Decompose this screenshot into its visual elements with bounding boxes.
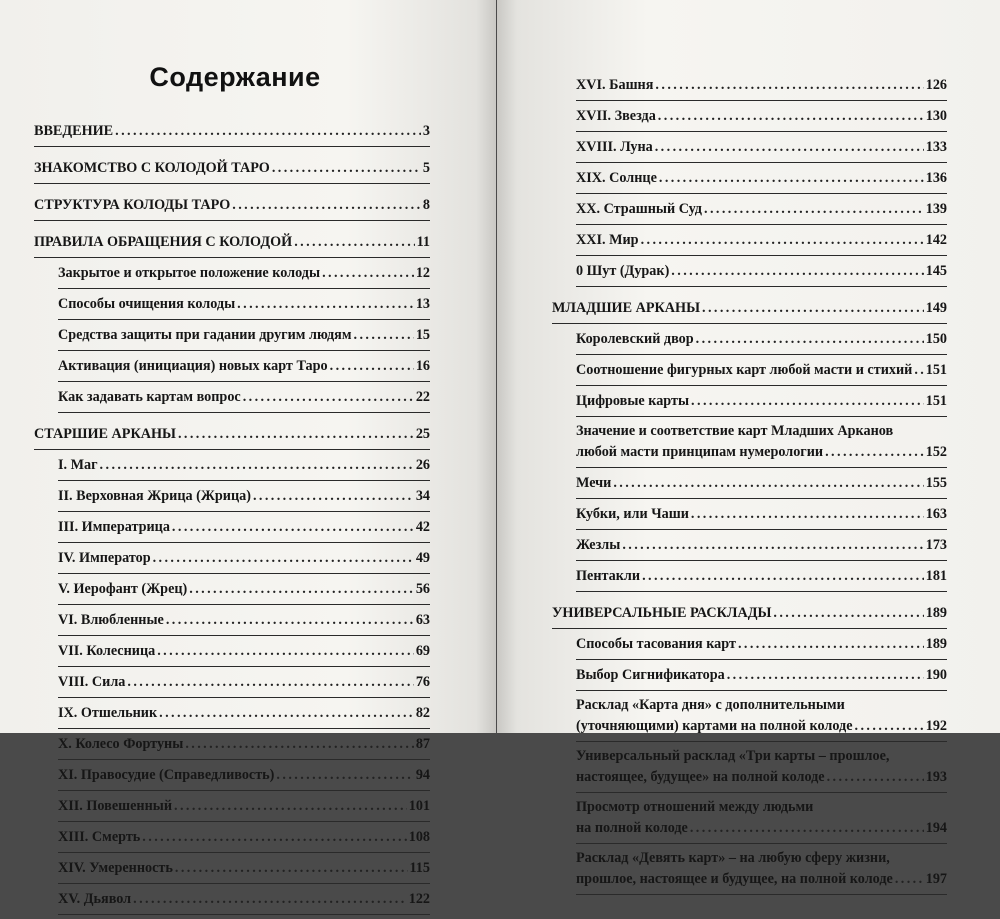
toc-leader-dots — [655, 74, 923, 96]
toc-page-number: 69 — [415, 643, 430, 659]
toc-page-number: 189 — [925, 636, 947, 652]
toc-leader-dots — [115, 120, 421, 142]
toc-entry-label: Средства защиты при гадании другим людям — [58, 327, 352, 343]
toc-leader-dots — [175, 857, 408, 879]
toc-leader-dots — [232, 194, 421, 216]
toc-page-number: 42 — [415, 519, 430, 535]
toc-entry-label: Мечи — [576, 475, 612, 491]
toc-leader-dots — [855, 716, 924, 737]
toc-page-number: 15 — [415, 327, 430, 343]
toc-divider — [58, 412, 430, 413]
toc-entry-label: Активация (инициация) новых карт Таро — [58, 358, 328, 374]
toc-entry[interactable] — [552, 328, 947, 350]
toc-entry-label: XIV. Умеренность — [58, 860, 173, 876]
toc-entry-label: Значение и соответствие карт Младших Арканов — [576, 423, 894, 439]
toc-entry[interactable] — [552, 421, 947, 463]
toc-entry-label: ПРАВИЛА ОБРАЩЕНИЯ С КОЛОДОЙ — [34, 234, 293, 250]
toc-leader-dots — [704, 198, 924, 220]
toc-page-number: 49 — [415, 550, 430, 566]
toc-entry-label: настоящее, будущее» на полной колоде — [576, 769, 825, 785]
toc-page-number: 115 — [409, 860, 430, 876]
toc-entry-label: Цифровые карты — [576, 393, 690, 409]
toc-entry-label: Способы тасования карт — [576, 636, 736, 652]
toc-divider — [34, 220, 430, 221]
toc-leader-dots — [133, 888, 407, 910]
toc-page-number: 150 — [925, 331, 947, 347]
toc-leader-dots — [622, 534, 923, 556]
toc-leader-dots — [178, 423, 414, 445]
toc-entry[interactable] — [34, 826, 430, 848]
toc-entry[interactable] — [552, 74, 947, 96]
left-page — [0, 0, 496, 907]
page-title: Содержание — [149, 62, 321, 92]
toc-entry[interactable] — [552, 359, 947, 381]
toc-entry-label: VIII. Сила — [58, 674, 126, 690]
toc-entry-label: Кубки, или Чаши — [576, 506, 689, 522]
toc-page-number: 108 — [408, 829, 430, 845]
toc-entry[interactable] — [34, 547, 430, 569]
toc-divider — [576, 560, 947, 561]
toc-entry-label: VI. Влюбленные — [58, 612, 164, 628]
toc-divider — [34, 183, 430, 184]
toc-leader-dots — [655, 136, 924, 158]
toc-divider — [34, 146, 430, 147]
toc-divider — [576, 498, 947, 499]
toc-page-number: 13 — [415, 296, 430, 312]
toc-page-number: 194 — [925, 820, 947, 836]
toc-divider — [58, 697, 430, 698]
toc-page-number: 82 — [415, 705, 430, 721]
toc-leader-dots — [696, 328, 924, 350]
toc-leader-dots — [659, 167, 924, 189]
toc-entry[interactable] — [34, 671, 430, 693]
toc-entry[interactable] — [34, 702, 430, 724]
toc-entry[interactable] — [552, 260, 947, 282]
toc-divider — [576, 224, 947, 225]
toc-entry[interactable] — [34, 516, 430, 538]
toc-entry-label: ЗНАКОМСТВО С КОЛОДОЙ ТАРО — [34, 160, 270, 176]
toc-entry[interactable] — [552, 797, 947, 839]
toc-leader-dots — [172, 516, 414, 538]
toc-leader-dots — [738, 633, 924, 655]
toc-leader-dots — [166, 609, 414, 631]
toc-page-number: 136 — [925, 170, 947, 186]
toc-divider — [58, 319, 430, 320]
toc-page-number: 152 — [925, 444, 947, 460]
toc-entry[interactable] — [552, 695, 947, 737]
toc-page-number: 192 — [925, 718, 947, 734]
toc-page-number: 26 — [415, 457, 430, 473]
toc-leader-dots — [613, 472, 923, 494]
toc-divider — [552, 323, 947, 324]
toc-leader-dots — [702, 297, 924, 319]
toc-divider — [576, 385, 947, 386]
toc-entry-label: Выбор Сигнификатора — [576, 667, 725, 683]
toc-entry[interactable] — [552, 229, 947, 251]
toc-entry-label: XV. Дьявол — [58, 891, 132, 907]
toc-entry-label: Расклад «Девять карт» – на любую сферу жизни, — [576, 850, 890, 866]
toc-entry[interactable] — [552, 105, 947, 127]
toc-entry[interactable] — [552, 472, 947, 494]
toc-divider — [58, 288, 430, 289]
toc-entry[interactable] — [34, 733, 430, 755]
toc-entry-label: Способы очищения колоды — [58, 296, 236, 312]
toc-page-number: 181 — [925, 568, 947, 584]
toc-entry-label: X. Колесо Фортуны — [58, 736, 184, 752]
toc-divider — [576, 591, 947, 592]
toc-entry-label: I. Маг — [58, 457, 98, 473]
toc-divider — [58, 604, 430, 605]
toc-entry[interactable] — [552, 534, 947, 556]
toc-entry-label: XXI. Мир — [576, 232, 639, 248]
toc-page-number: 155 — [925, 475, 947, 491]
toc-entry-label: МЛАДШИЕ АРКАНЫ — [552, 300, 701, 316]
toc-divider — [576, 894, 947, 895]
toc-divider — [58, 821, 430, 822]
toc-leader-dots — [773, 602, 923, 624]
toc-divider — [552, 628, 947, 629]
toc-entry-label: (уточняющими) картами на полной колоде — [576, 718, 853, 734]
toc-page-number: 22 — [415, 389, 430, 405]
toc-entry[interactable] — [34, 355, 430, 377]
toc-left-column — [34, 120, 430, 919]
toc-entry[interactable] — [552, 198, 947, 220]
toc-divider — [34, 257, 430, 258]
toc-entry-label: XII. Повешенный — [58, 798, 172, 814]
toc-leader-dots — [153, 547, 414, 569]
toc-divider — [58, 883, 430, 884]
toc-entry[interactable] — [34, 157, 430, 179]
toc-entry-label: Как задавать картам вопрос — [58, 389, 241, 405]
toc-page-number: 145 — [925, 263, 947, 279]
toc-divider — [58, 790, 430, 791]
toc-page-number: 63 — [415, 612, 430, 628]
toc-entry-label: УНИВЕРСАЛЬНЫЕ РАСКЛАДЫ — [552, 605, 772, 621]
toc-page-number: 151 — [925, 362, 947, 378]
toc-divider — [34, 449, 430, 450]
toc-page-number: 16 — [415, 358, 430, 374]
toc-leader-dots — [354, 324, 414, 346]
toc-leader-dots — [895, 869, 924, 890]
toc-leader-dots — [127, 671, 413, 693]
toc-divider — [576, 255, 947, 256]
toc-divider — [576, 741, 947, 742]
toc-entry[interactable] — [552, 633, 947, 655]
toc-entry[interactable] — [552, 746, 947, 788]
toc-leader-dots — [658, 105, 924, 127]
toc-page-number: 193 — [925, 769, 947, 785]
toc-entry-label: 0 Шут (Дурак) — [576, 263, 670, 279]
toc-entry-label: Пентакли — [576, 568, 641, 584]
toc-entry-label: Соотношение фигурных карт любой масти и стихий — [576, 362, 913, 378]
toc-leader-dots — [727, 664, 924, 686]
toc-entry[interactable] — [34, 120, 430, 142]
toc-page-number: 142 — [925, 232, 947, 248]
toc-divider — [576, 193, 947, 194]
toc-entry-label: XI. Правосудие (Справедливость) — [58, 767, 275, 783]
toc-entry-label: на полной колоде — [576, 820, 688, 836]
toc-page-number: 25 — [415, 426, 430, 442]
toc-leader-dots — [142, 826, 406, 848]
toc-divider — [58, 350, 430, 351]
toc-entry-label: XX. Страшный Суд — [576, 201, 702, 217]
toc-entry-label: Закрытое и открытое положение колоды — [58, 265, 321, 281]
toc-leader-dots — [159, 702, 414, 724]
toc-leader-dots — [641, 229, 924, 251]
toc-leader-dots — [100, 454, 414, 476]
toc-divider — [58, 542, 430, 543]
toc-entry[interactable] — [552, 565, 947, 587]
toc-page-number: 151 — [925, 393, 947, 409]
toc-page-number: 173 — [925, 537, 947, 553]
toc-leader-dots — [827, 767, 924, 788]
toc-entry[interactable] — [34, 640, 430, 662]
toc-page-number: 197 — [925, 871, 947, 887]
toc-leader-dots — [330, 355, 414, 377]
toc-entry[interactable] — [34, 485, 430, 507]
toc-page-number: 56 — [415, 581, 430, 597]
toc-page-number: 189 — [925, 605, 947, 621]
toc-page-number: 139 — [925, 201, 947, 217]
toc-leader-dots — [691, 503, 924, 525]
toc-leader-dots — [174, 795, 407, 817]
toc-divider — [576, 529, 947, 530]
toc-entry-label: II. Верховная Жрица (Жрица) — [58, 488, 251, 504]
toc-entry[interactable] — [552, 390, 947, 412]
toc-entry-label: VII. Колесница — [58, 643, 156, 659]
toc-entry[interactable] — [552, 848, 947, 890]
toc-entry[interactable] — [34, 578, 430, 600]
toc-entry[interactable] — [34, 231, 430, 253]
toc-entry-label: ВВЕДЕНИЕ — [34, 123, 114, 139]
toc-page-number: 34 — [415, 488, 430, 504]
toc-page-number: 8 — [422, 197, 430, 213]
toc-page-number: 3 — [422, 123, 430, 139]
toc-entry-label: III. Императрица — [58, 519, 170, 535]
toc-divider — [576, 162, 947, 163]
toc-entry[interactable] — [34, 609, 430, 631]
toc-entry-label: Универсальный расклад «Три карты – прошлое, — [576, 748, 890, 764]
toc-divider — [58, 573, 430, 574]
toc-leader-dots — [294, 231, 414, 253]
toc-leader-dots — [322, 262, 414, 284]
toc-entry[interactable] — [552, 297, 947, 319]
toc-page-number: 87 — [415, 736, 430, 752]
toc-leader-dots — [253, 485, 414, 507]
toc-entry[interactable] — [552, 503, 947, 525]
toc-entry[interactable] — [34, 764, 430, 786]
toc-entry[interactable] — [552, 167, 947, 189]
toc-entry[interactable] — [34, 194, 430, 216]
toc-entry-label: XVIII. Луна — [576, 139, 653, 155]
toc-page-number: 163 — [925, 506, 947, 522]
toc-entry[interactable] — [34, 324, 430, 346]
toc-entry[interactable] — [34, 888, 430, 910]
toc-entry-label: Королевский двор — [576, 331, 694, 347]
toc-divider — [58, 852, 430, 853]
toc-entry[interactable] — [34, 795, 430, 817]
toc-entry[interactable] — [34, 454, 430, 476]
toc-page-number: 126 — [925, 77, 947, 93]
toc-divider — [576, 792, 947, 793]
toc-divider — [576, 843, 947, 844]
toc-leader-dots — [825, 442, 924, 463]
toc-leader-dots — [691, 390, 924, 412]
toc-divider — [58, 728, 430, 729]
toc-page-number: 5 — [422, 160, 430, 176]
toc-entry[interactable] — [34, 386, 430, 408]
toc-entry[interactable] — [552, 664, 947, 686]
toc-divider — [58, 666, 430, 667]
toc-leader-dots — [243, 386, 414, 408]
toc-divider — [58, 914, 430, 915]
toc-entry-label: XVI. Башня — [576, 77, 654, 93]
toc-divider — [576, 100, 947, 101]
toc-divider — [576, 690, 947, 691]
toc-entry-label: IV. Император — [58, 550, 151, 566]
toc-entry-label: V. Иерофант (Жрец) — [58, 581, 188, 597]
toc-leader-dots — [276, 764, 413, 786]
toc-divider — [58, 759, 430, 760]
toc-divider — [58, 381, 430, 382]
toc-entry-label: Просмотр отношений между людьми — [576, 799, 814, 815]
toc-leader-dots — [914, 359, 923, 381]
toc-divider — [576, 416, 947, 417]
toc-entry[interactable] — [34, 262, 430, 284]
toc-divider — [576, 659, 947, 660]
toc-entry-label: СТАРШИЕ АРКАНЫ — [34, 426, 176, 442]
toc-leader-dots — [189, 578, 414, 600]
toc-entry-label: Расклад «Карта дня» с дополнительными — [576, 697, 845, 713]
toc-page-number: 133 — [925, 139, 947, 155]
toc-entry-label: XIII. Смерть — [58, 829, 141, 845]
toc-entry[interactable] — [552, 136, 947, 158]
toc-page-number: 76 — [415, 674, 430, 690]
toc-divider — [576, 131, 947, 132]
toc-page-number: 130 — [925, 108, 947, 124]
toc-entry[interactable] — [34, 857, 430, 879]
toc-page-number: 149 — [925, 300, 947, 316]
toc-page-number: 94 — [415, 767, 430, 783]
toc-leader-dots — [671, 260, 923, 282]
toc-divider — [576, 354, 947, 355]
toc-entry-label: IX. Отшельник — [58, 705, 158, 721]
toc-right-column — [552, 74, 947, 899]
toc-entry[interactable] — [34, 423, 430, 445]
toc-page-number: 11 — [416, 234, 430, 250]
toc-divider — [58, 480, 430, 481]
toc-leader-dots — [185, 733, 414, 755]
toc-page-number: 101 — [408, 798, 430, 814]
toc-leader-dots — [272, 157, 421, 179]
toc-divider — [58, 635, 430, 636]
toc-leader-dots — [642, 565, 924, 587]
toc-entry-label: XIX. Солнце — [576, 170, 657, 186]
toc-entry-label: XVII. Звезда — [576, 108, 656, 124]
toc-divider — [58, 511, 430, 512]
toc-entry-label: Жезлы — [576, 537, 621, 553]
toc-leader-dots — [237, 293, 414, 315]
toc-entry[interactable] — [552, 602, 947, 624]
toc-page-number: 122 — [408, 891, 430, 907]
toc-entry-label: СТРУКТУРА КОЛОДЫ ТАРО — [34, 197, 231, 213]
toc-entry-label: любой масти принципам нумерологии — [576, 444, 824, 460]
toc-leader-dots — [157, 640, 414, 662]
toc-entry[interactable] — [34, 293, 430, 315]
toc-leader-dots — [690, 818, 924, 839]
toc-page-number: 190 — [925, 667, 947, 683]
toc-divider — [576, 467, 947, 468]
toc-entry-label: прошлое, настоящее и будущее, на полной колоде — [576, 871, 893, 887]
toc-page-number: 12 — [415, 265, 430, 281]
toc-divider — [576, 286, 947, 287]
